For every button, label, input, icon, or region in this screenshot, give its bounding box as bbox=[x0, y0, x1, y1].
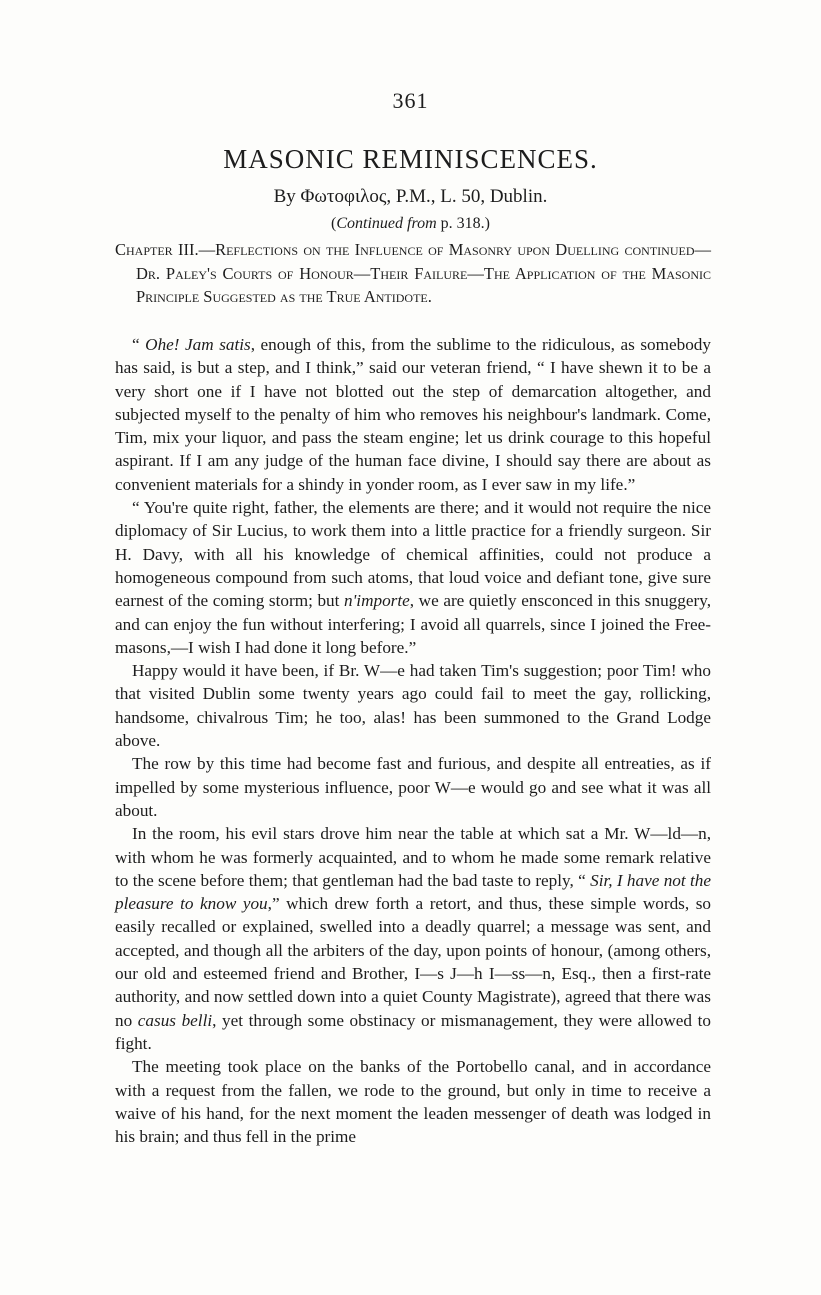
chapter-heading: Chapter III.—Reflections on the Influence of Masonry upon Duelling continued—Dr. Paley's Courts of Honour—Their Failure—The Application of the Masonic Principle Suggested as the True Antidote. bbox=[115, 240, 711, 306]
continuation-page: p. 318.) bbox=[436, 215, 490, 232]
body-paragraph bbox=[115, 659, 711, 752]
text-run: In the room, his evil stars drove him near the table at which sat a Mr. W—ld—n, with whom he was formerly acquainted, and to whom he made some remark relative to the scene before them; that gentleman had the bad taste to reply, “ bbox=[115, 824, 711, 890]
article-title: MASONIC REMINISCENCES. bbox=[223, 144, 598, 174]
author-byline: By Φωτοφιλος, P.M., L. 50, Dublin. bbox=[273, 186, 548, 207]
body-paragraph bbox=[115, 822, 711, 1055]
continuation-note bbox=[0, 215, 821, 233]
text-run: , we are quietly ensconced in this snuggery, and can enjoy the fun without interfering; I avoid all quarrels, since I joined the Free-masons,—I wish I had done it long before.” bbox=[115, 591, 711, 657]
body-paragraph bbox=[115, 333, 711, 496]
body-paragraph bbox=[115, 752, 711, 822]
page-number: 361 bbox=[392, 88, 429, 113]
continuation-italic: Continued from bbox=[336, 215, 437, 232]
text-run: Happy would it have been, if Br. W—e had taken Tim's suggestion; poor Tim! who that visited Dublin some twenty years ago could fail to meet the gay, rollicking, handsome, chivalrous Tim; he too, alas! has been summoned to the Grand Lodge above. bbox=[115, 661, 711, 751]
body-text bbox=[115, 333, 711, 1148]
italic-phrase: Ohe! Jam satis bbox=[145, 335, 251, 354]
text-run: ,” which drew forth a retort, and thus, these simple words, so easily recalled or explained, swelled into a deadly quarrel; a message was sent, and accepted, and though all the arbiters of the day, upon points of honour, (among others, our old and esteemed friend and Brother, I—s J—h I—ss—n, Esq., then a first-rate authority, and now settled down into a quiet County Magistrate), agreed that there was no bbox=[115, 894, 711, 1030]
text-run: “ bbox=[132, 335, 146, 354]
text-run: The row by this time had become fast and furious, and despite all entreaties, as if impelled by some mysterious influence, poor W—e would go and see what it was all about. bbox=[115, 754, 711, 820]
body-paragraph bbox=[115, 1055, 711, 1148]
italic-phrase: casus belli bbox=[137, 1010, 213, 1030]
text-run: The meeting took place on the banks of the Portobello canal, and in accordance with a request from the fallen, we rode to the ground, but only in time to receive a waive of his hand, for the next moment the leaden messenger of death was lodged in his brain; and thus fell in the prime bbox=[115, 1057, 711, 1147]
text-run: “ You're quite right, father, the elements are there; and it would not require the nice diplomacy of Sir Lucius, to work them into a little practice for a friendly surgeon. Sir H. Davy, with all his knowledge of chemical affinities, could not produce a homogeneous compound from such atoms, that loud voice and defiant tone, give sure earnest of the coming storm; but bbox=[115, 498, 711, 611]
body-paragraph bbox=[115, 496, 711, 659]
italic-phrase: n'importe bbox=[344, 591, 410, 611]
text-run: , enough of this, from the sublime to the ridiculous, as somebody has said, is but a step, and I think,” said our veteran friend, “ I have shewn it to be a very short one if I have not blotted out the step of demarcation altogether, and subjected myself to the penalty of him who removes his neighbour's landmark. Come, Tim, mix your liquor, and pass the steam engine; let us drink courage to this hopeful aspirant. If I am any judge of the human face divine, I should say there are about as convenient materials for a shindy in yonder room, as I ever saw in my life.” bbox=[115, 335, 711, 494]
continuation-open: ( bbox=[331, 215, 337, 232]
italic-phrase: Sir, I have not the pleasure to know you bbox=[115, 870, 711, 914]
text-run: , yet through some obstinacy or mismanagement, they were allowed to fight. bbox=[115, 1010, 711, 1053]
